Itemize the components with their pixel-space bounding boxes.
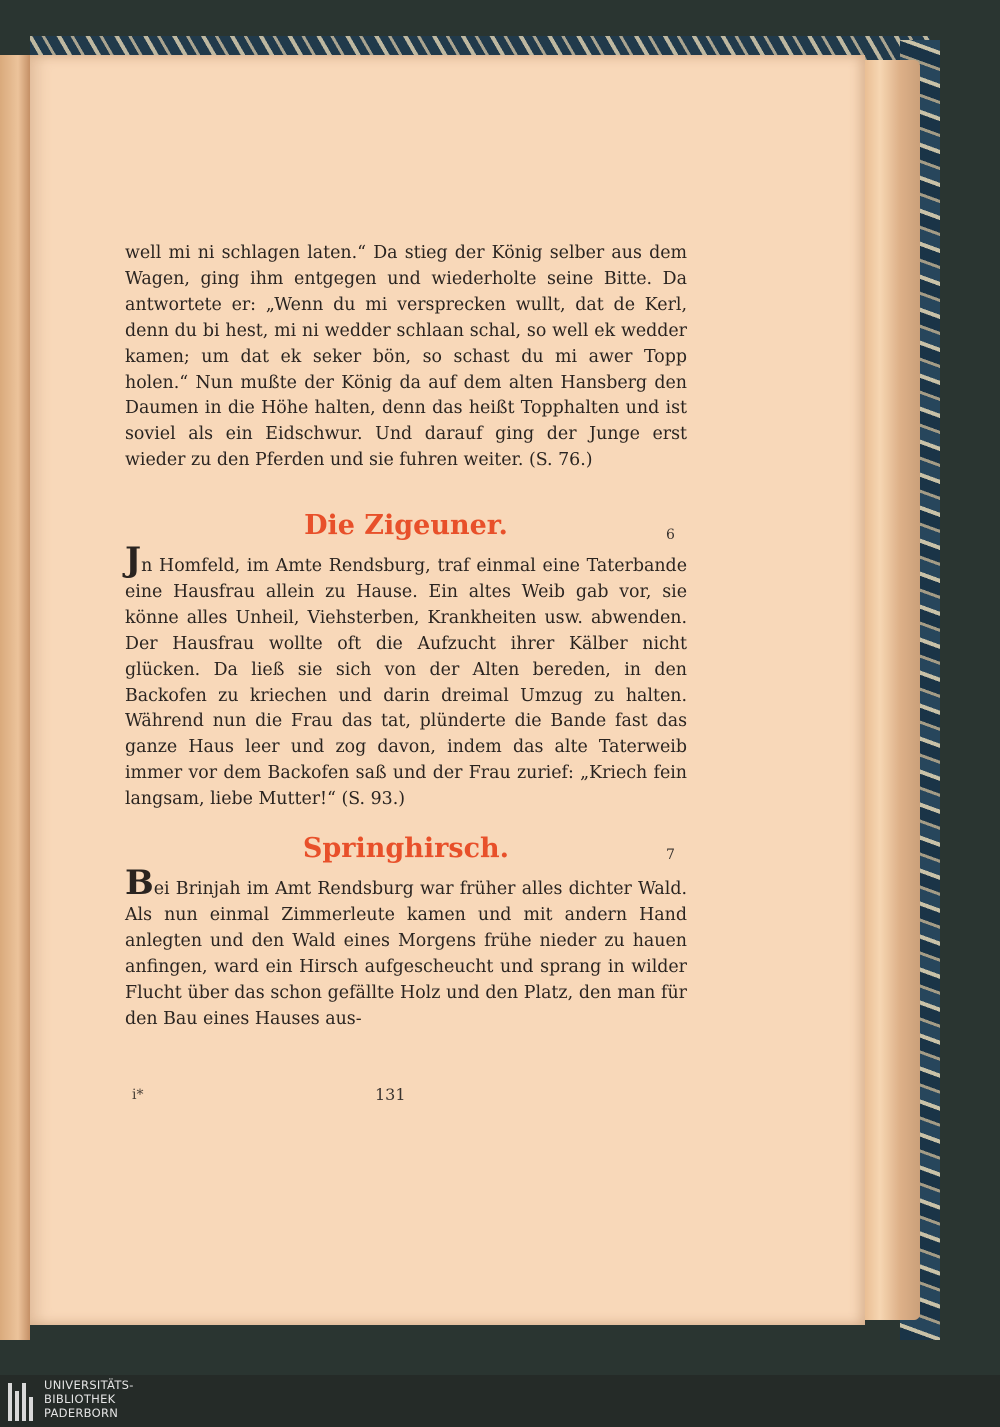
paragraph-continuation <box>125 241 687 474</box>
paragraph-springhirsch <box>125 863 687 1032</box>
book-page <box>30 55 865 1325</box>
left-page-edge <box>0 55 30 1340</box>
paragraph-text: ei Brinjah im Amt Rendsburg war früher alles dichter Wald. Als nun einmal Zimmerleute kamen und mit andern Hand anlegten und den Wald eines Morgens frühe nieder zu hauen anfingen, ward ein Hirsch aufgescheucht und sprang in wilder Flucht über das schon gefällte Holz und den Platz, den man für den Bau eines Hauses aus- <box>125 879 687 1029</box>
signature-mark: i* <box>132 1087 144 1103</box>
drop-cap: B <box>125 863 154 903</box>
logo-line: UNIVERSITÄTS- <box>44 1378 134 1392</box>
section-heading-springhirsch: Springhirsch. <box>302 833 510 864</box>
paragraph-text: n Homfeld, im Amte Rendsburg, traf einmal eine Taterbande eine Hausfrau allein zu Hause. Ein altes Weib gab vor, sie könne alles Unheil, Viehsterben, Krankheiten usw. abwenden. Der Hausfrau wollte oft die Aufzucht ihrer Kälber nicht glücken. Da ließ sie sich von der Alten bereden, in den Backofen zu kriechen und darin dreimal Umzug zu halten. Während nun die Frau das tat, plünderte die Bande fast das ganze Haus leer und zog davon, indem das alte Taterweib immer vor dem Backofen saß und der Frau zurief: „Kriech fein langsam, liebe Mutter!“ (S. 93.) <box>125 556 687 810</box>
library-logo-icon <box>8 1383 36 1421</box>
logo-line: PADERBORN <box>44 1406 119 1420</box>
footer-bar <box>0 1375 1000 1427</box>
library-logo-text <box>44 1378 134 1420</box>
drop-cap: J <box>125 540 142 580</box>
margin-number: 6 <box>666 527 675 543</box>
paragraph-text: well mi ni schlagen laten.“ Da stieg der König selber aus dem Wagen, ging ihm entgegen und wiederholte seine Bitte. Da antwortete er: „Wenn du mi versprecken wullt, dat de Kerl, denn du bi hest, mi ni wedder schlaan schal, so well ek wedder kamen; um dat ek seker bön, so schast du mi awer Topp holen.“ Nun mußte der König da auf dem alten Hansberg den Daumen in die Höhe halten, denn das heißt Topphalten und ist soviel als ein Eidschwur. Und darauf ging der Junge erst wieder zu den Pferden und sie fuhren weiter. (S. 76.) <box>125 243 687 471</box>
page-number: 131 <box>375 1085 406 1104</box>
section-heading-zigeuner: Die Zigeuner. <box>304 510 508 541</box>
logo-line: BIBLIOTHEK <box>44 1392 116 1406</box>
margin-number: 7 <box>666 847 675 863</box>
paragraph-zigeuner <box>125 540 687 813</box>
